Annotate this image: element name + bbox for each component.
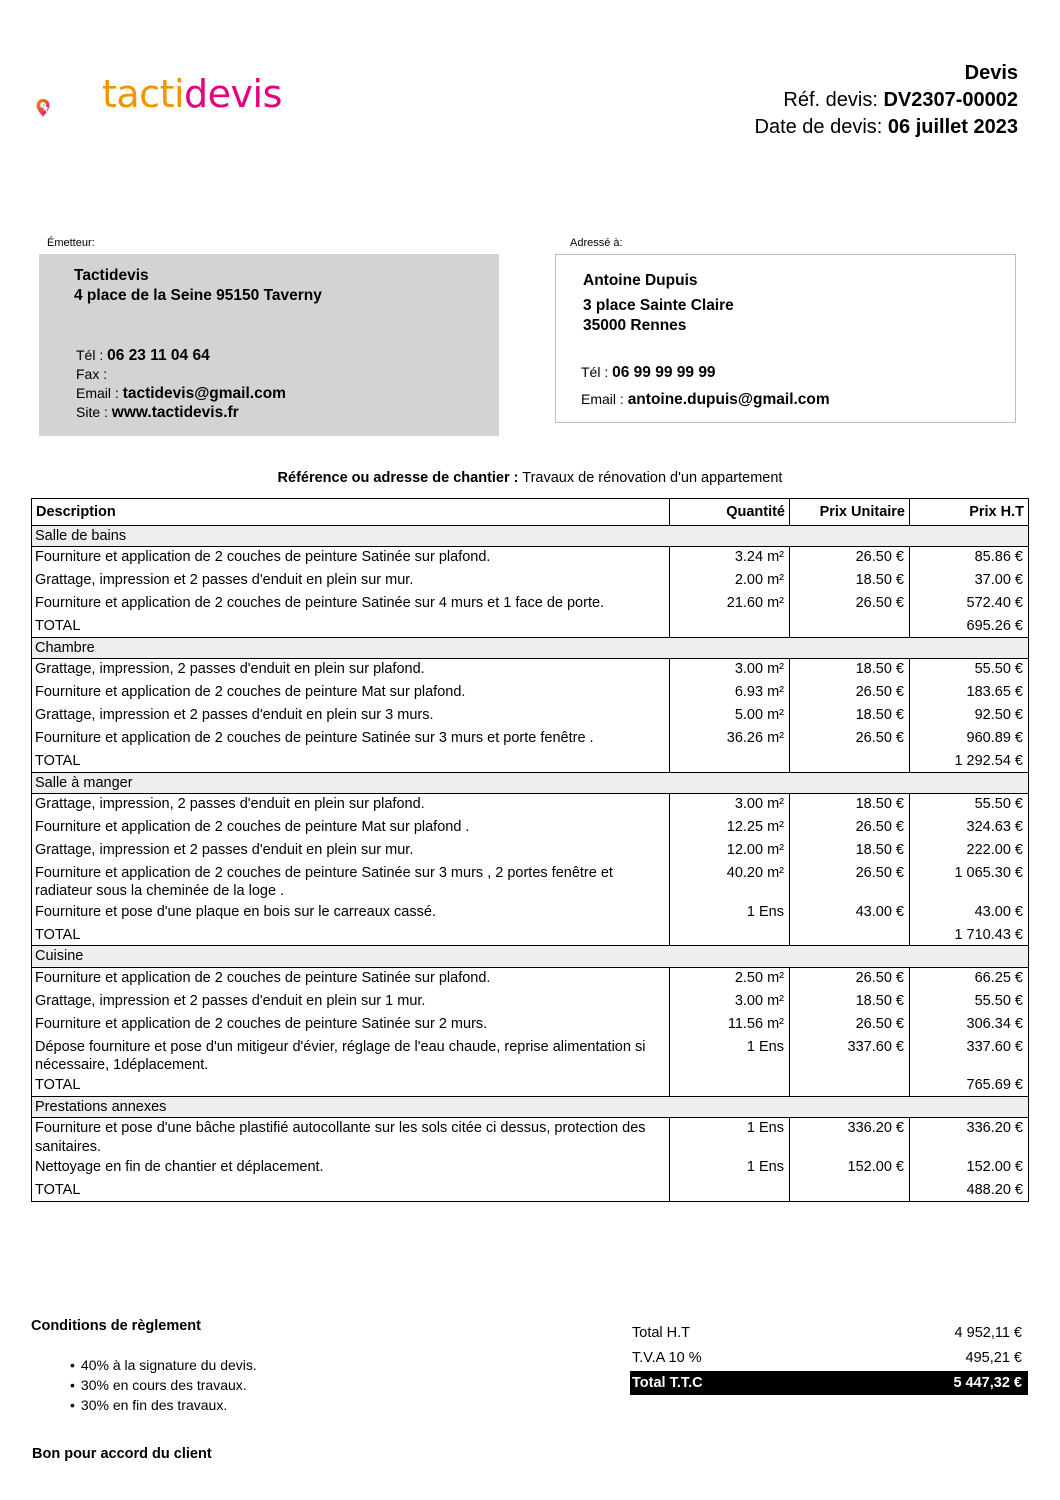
table-row: [32, 1037, 1029, 1076]
row-price-ht: 37.00 €: [910, 570, 1029, 593]
row-quantity: 40.20 m²: [670, 863, 790, 902]
row-description: Fourniture et application de 2 couches de peinture Satinée sur 3 murs , 2 portes fenêtre et radiateur sous la cheminée de la loge .: [32, 863, 670, 902]
section-total-row: [32, 616, 1029, 637]
empty-cell: [670, 1180, 790, 1201]
section-total-row: [32, 751, 1029, 772]
row-quantity: 1 Ens: [670, 1118, 790, 1157]
row-quantity: 12.25 m²: [670, 817, 790, 840]
row-quantity: 3.00 m²: [670, 659, 790, 683]
row-description: Dépose fourniture et pose d'un mitigeur d'évier, réglage de l'eau chaude, reprise alimentation si nécessaire, 1déplacement.: [32, 1037, 670, 1076]
section-total-row: [32, 1180, 1029, 1201]
row-unit-price: 43.00 €: [790, 902, 910, 925]
sender-label: Émetteur:: [47, 237, 95, 249]
row-description: Fourniture et pose d'une plaque en bois sur le carreaux cassé.: [32, 902, 670, 925]
site-reference: Référence ou adresse de chantier : Travaux de rénovation d'un appartement: [277, 470, 783, 486]
recipient-address-1: 3 place Sainte Claire: [583, 297, 734, 314]
table-row: [32, 728, 1029, 751]
row-quantity: 1 Ens: [670, 902, 790, 925]
table-row: [32, 659, 1029, 683]
col-unit-price: Prix Unitaire: [790, 499, 910, 526]
row-description: Grattage, impression, 2 passes d'enduit en plein sur plafond.: [32, 659, 670, 683]
row-description: Fourniture et application de 2 couches de peinture Satinée sur 2 murs.: [32, 1014, 670, 1037]
row-unit-price: 18.50 €: [790, 705, 910, 728]
row-unit-price: 26.50 €: [790, 817, 910, 840]
row-quantity: 1 Ens: [670, 1037, 790, 1076]
row-unit-price: 26.50 €: [790, 682, 910, 705]
sender-name: Tactidevis: [74, 267, 149, 284]
logo-wordmark: tactidevis: [102, 72, 282, 116]
total-label: TOTAL: [32, 751, 670, 772]
row-price-ht: 336.20 €: [910, 1118, 1029, 1157]
table-row: [32, 1014, 1029, 1037]
section-title: Chambre: [32, 637, 1029, 658]
row-unit-price: 18.50 €: [790, 840, 910, 863]
empty-cell: [790, 1075, 910, 1096]
row-price-ht: 92.50 €: [910, 705, 1029, 728]
col-quantity: Quantité: [670, 499, 790, 526]
row-price-ht: 66.25 €: [910, 967, 1029, 991]
section-total-value: 488.20 €: [910, 1180, 1029, 1201]
recipient-address-2: 35000 Rennes: [583, 317, 687, 334]
row-price-ht: 337.60 €: [910, 1037, 1029, 1076]
row-description: Grattage, impression et 2 passes d'enduit en plein sur mur.: [32, 840, 670, 863]
row-description: Grattage, impression et 2 passes d'enduit en plein sur 3 murs.: [32, 705, 670, 728]
row-description: Fourniture et application de 2 couches de peinture Satinée sur plafond.: [32, 547, 670, 571]
row-unit-price: 26.50 €: [790, 1014, 910, 1037]
section-total-value: 695.26 €: [910, 616, 1029, 637]
section-header-row: [32, 772, 1029, 793]
table-row: [32, 1157, 1029, 1180]
row-description: Fourniture et pose d'une bâche plastifié autocollante sur les sols citée ci dessus, protection des sanitaires.: [32, 1118, 670, 1157]
row-price-ht: 55.50 €: [910, 659, 1029, 683]
section-header-row: [32, 946, 1029, 967]
logo: [36, 68, 106, 148]
empty-cell: [790, 1180, 910, 1201]
recipient-box: [555, 254, 1016, 423]
row-description: Grattage, impression, 2 passes d'enduit en plein sur plafond.: [32, 794, 670, 818]
table-row: [32, 840, 1029, 863]
row-price-ht: 55.50 €: [910, 794, 1029, 818]
row-unit-price: 18.50 €: [790, 794, 910, 818]
empty-cell: [670, 751, 790, 772]
total-label: TOTAL: [32, 616, 670, 637]
section-total-row: [32, 1075, 1029, 1096]
row-quantity: 5.00 m²: [670, 705, 790, 728]
row-description: Fourniture et application de 2 couches de peinture Satinée sur plafond.: [32, 967, 670, 991]
section-title: Salle de bains: [32, 526, 1029, 547]
row-price-ht: 960.89 €: [910, 728, 1029, 751]
row-description: Fourniture et application de 2 couches de peinture Mat sur plafond.: [32, 682, 670, 705]
section-header-row: [32, 1096, 1029, 1117]
sender-address: 4 place de la Seine 95150 Taverny: [74, 287, 322, 304]
section-title: Cuisine: [32, 946, 1029, 967]
section-header-row: [32, 526, 1029, 547]
row-price-ht: 183.65 €: [910, 682, 1029, 705]
row-price-ht: 55.50 €: [910, 991, 1029, 1014]
list-item: • 30% en cours des travaux.: [70, 1375, 257, 1395]
table-row: [32, 705, 1029, 728]
empty-cell: [670, 925, 790, 946]
row-quantity: 6.93 m²: [670, 682, 790, 705]
doc-type: Devis: [964, 62, 1018, 84]
row-quantity: 12.00 m²: [670, 840, 790, 863]
row-description: Grattage, impression et 2 passes d'enduit en plein sur mur.: [32, 570, 670, 593]
row-unit-price: 26.50 €: [790, 593, 910, 616]
recipient-label: Adressé à:: [570, 237, 623, 249]
empty-cell: [790, 925, 910, 946]
empty-cell: [670, 1075, 790, 1096]
row-unit-price: 26.50 €: [790, 863, 910, 902]
empty-cell: [790, 616, 910, 637]
total-label: TOTAL: [32, 1075, 670, 1096]
recipient-contact: Tél : 06 99 99 99 99 Email : antoine.dupuis@gmail.com: [581, 364, 830, 408]
row-unit-price: 18.50 €: [790, 659, 910, 683]
section-header-row: [32, 637, 1029, 658]
row-quantity: 3.24 m²: [670, 547, 790, 571]
row-quantity: 1 Ens: [670, 1157, 790, 1180]
section-total-value: 765.69 €: [910, 1075, 1029, 1096]
row-unit-price: 18.50 €: [790, 991, 910, 1014]
table-row: [32, 817, 1029, 840]
row-unit-price: 18.50 €: [790, 570, 910, 593]
quote-date: Date de devis: 06 juillet 2023: [754, 116, 1018, 138]
row-quantity: 36.26 m²: [670, 728, 790, 751]
col-description: Description: [32, 499, 670, 526]
row-price-ht: 572.40 €: [910, 593, 1029, 616]
table-row: [32, 967, 1029, 991]
sender-box: [39, 254, 499, 436]
row-unit-price: 26.50 €: [790, 547, 910, 571]
recipient-name: Antoine Dupuis: [583, 272, 698, 289]
list-item: • 30% en fin des travaux.: [70, 1395, 257, 1415]
table-row: [32, 1118, 1029, 1157]
total-ht-row: Total H.T 4 952,11 €: [632, 1324, 1022, 1341]
section-title: Prestations annexes: [32, 1096, 1029, 1117]
empty-cell: [670, 616, 790, 637]
row-price-ht: 222.00 €: [910, 840, 1029, 863]
total-label: TOTAL: [32, 1180, 670, 1201]
row-quantity: 2.00 m²: [670, 570, 790, 593]
tva-row: T.V.A 10 % 495,21 €: [632, 1350, 1022, 1367]
row-description: Fourniture et application de 2 couches de peinture Satinée sur 3 murs et porte fenêtre .: [32, 728, 670, 751]
items-table: [31, 498, 1029, 1202]
section-total-value: 1 710.43 €: [910, 925, 1029, 946]
row-price-ht: 152.00 €: [910, 1157, 1029, 1180]
row-unit-price: 152.00 €: [790, 1157, 910, 1180]
table-row: [32, 794, 1029, 818]
client-approval-label: Bon pour accord du client: [32, 1446, 212, 1462]
row-quantity: 21.60 m²: [670, 593, 790, 616]
row-price-ht: 85.86 €: [910, 547, 1029, 571]
section-title: Salle à manger: [32, 772, 1029, 793]
row-description: Fourniture et application de 2 couches de peinture Mat sur plafond .: [32, 817, 670, 840]
table-header: [32, 499, 1029, 526]
row-unit-price: 337.60 €: [790, 1037, 910, 1076]
row-unit-price: 336.20 €: [790, 1118, 910, 1157]
quote-header: [755, 60, 1019, 141]
table-row: [32, 547, 1029, 571]
total-ttc-row: Total T.T.C 5 447,32 €: [630, 1371, 1028, 1395]
payment-conditions-list: [70, 1355, 257, 1415]
table-row: [32, 593, 1029, 616]
section-total-value: 1 292.54 €: [910, 751, 1029, 772]
sender-contact: Tél : 06 23 11 04 64 Fax : Email : tactidevis@gmail.com Site : www.tactidevis.fr: [76, 347, 286, 421]
table-row: [32, 991, 1029, 1014]
payment-conditions-title: Conditions de règlement: [31, 1318, 201, 1334]
row-description: Fourniture et application de 2 couches de peinture Satinée sur 4 murs et 1 face de porte.: [32, 593, 670, 616]
row-description: Nettoyage en fin de chantier et déplacement.: [32, 1157, 670, 1180]
total-label: TOTAL: [32, 925, 670, 946]
col-price-ht: Prix H.T: [910, 499, 1029, 526]
row-price-ht: 43.00 €: [910, 902, 1029, 925]
row-quantity: 3.00 m²: [670, 991, 790, 1014]
row-quantity: 2.50 m²: [670, 967, 790, 991]
table-row: [32, 682, 1029, 705]
table-row: [32, 570, 1029, 593]
row-price-ht: 1 065.30 €: [910, 863, 1029, 902]
totals-block: [630, 1320, 1028, 1395]
row-price-ht: 324.63 €: [910, 817, 1029, 840]
row-description: Grattage, impression et 2 passes d'enduit en plein sur 1 mur.: [32, 991, 670, 1014]
table-row: [32, 902, 1029, 925]
empty-cell: [790, 751, 910, 772]
row-quantity: 3.00 m²: [670, 794, 790, 818]
table-row: [32, 863, 1029, 902]
quote-ref: Réf. devis: DV2307-00002: [783, 89, 1018, 111]
list-item: • 40% à la signature du devis.: [70, 1355, 257, 1375]
row-unit-price: 26.50 €: [790, 728, 910, 751]
row-price-ht: 306.34 €: [910, 1014, 1029, 1037]
row-quantity: 11.56 m²: [670, 1014, 790, 1037]
row-unit-price: 26.50 €: [790, 967, 910, 991]
section-total-row: [32, 925, 1029, 946]
